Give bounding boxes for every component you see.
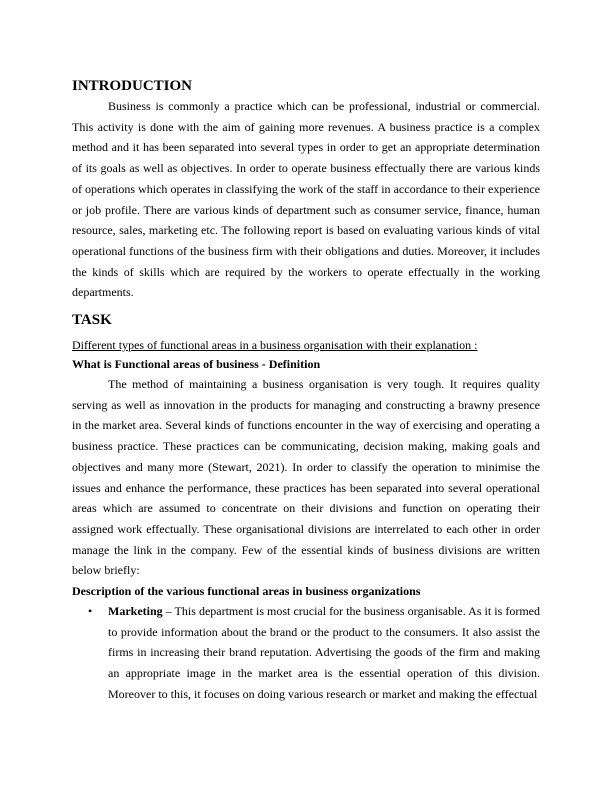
functional-areas-list (72, 601, 540, 705)
introduction-heading: INTRODUCTION (72, 78, 193, 94)
bullet-icon: • (88, 604, 93, 619)
bullet-text-marketing: – This department is most crucial for the business organisable. As it is formed to provide information about the brand or the product to the consumers. It also assist the firms in increasing their brand reputation. Advertising the goods of the firm and making an appropriate image in the market area is the essential operation of this division. Moreover to this, it focuses on doing various research or market and making the effectual (108, 604, 540, 701)
task-heading: TASK (72, 312, 112, 329)
description-heading: Description of the various functional areas in business organizations (72, 584, 421, 599)
definition-heading: What is Functional areas of business - Definition (72, 357, 321, 372)
definition-paragraph: The method of maintaining a business organisation is very tough. It requires quality serving as well as innovation in the products for managing and constructing a brawny presence in the market area. Several kinds of functions encounter in the way of exercising and operating a business practice. These practices can be communicating, decision making, making goals and objectives and many more (Stewart, 2021). In order to classify the operation to minimise the issues and enhance the performance, these practices has been separated into several operational areas which are assumed to concentrate on their divisions and function on operating their assigned work effectually. These organisational divisions are interrelated to each other in order manage the link in the company. Few of the essential kinds of business divisions are written below briefly: (72, 377, 540, 578)
list-item-marketing (72, 601, 540, 705)
functional-areas-subheading: Different types of functional areas in a business organisation with their explanation : (72, 338, 478, 353)
introduction-paragraph: Business is commonly a practice which can be professional, industrial or commercial. This activity is done with the aim of gaining more revenues. A business practice is a complex method and it has been separated into several types in order to get an appropriate determination of its goals as well as objectives. In order to operate business effectually there are various kinds of operations which operates in classifying the work of the staff in accordance to their experience or job profile. There are various kinds of department such as consumer service, finance, human resource, sales, marketing etc. The following report is based on evaluating various kinds of vital operational functions of the business firm with their obligations and duties. Moreover, it includes the kinds of skills which are required by the workers to operate effectually in the working departments. (72, 99, 540, 300)
bullet-term-marketing: Marketing (108, 604, 163, 619)
document-page (72, 76, 540, 705)
